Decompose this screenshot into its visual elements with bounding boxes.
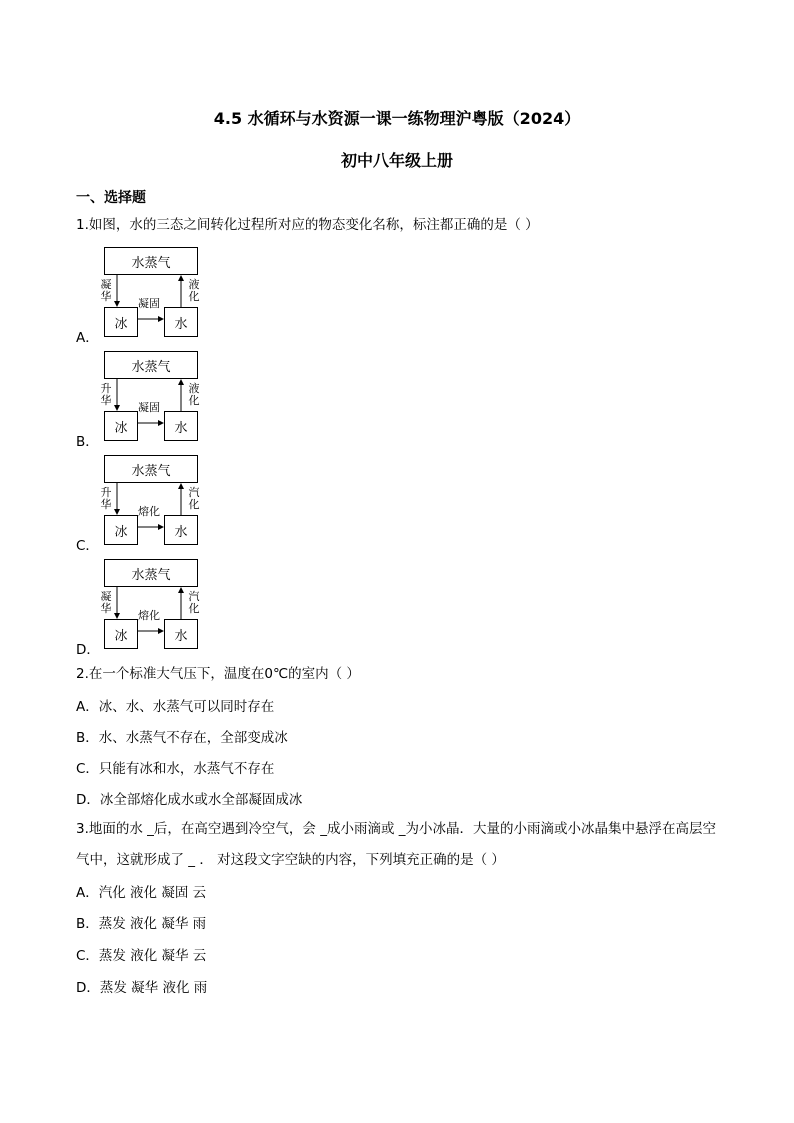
left-process-label: 升华 <box>100 486 112 511</box>
page-subtitle: 初中八年级上册 <box>340 151 453 170</box>
water-box: 水 <box>164 619 198 649</box>
ice-box: 冰 <box>104 619 138 649</box>
middle-process-label: 凝固 <box>138 297 160 310</box>
left-process-label: 凝华 <box>100 278 112 303</box>
water-box: 水 <box>164 515 198 545</box>
middle-process-label: 熔化 <box>138 505 160 518</box>
water-vapor-box: 水蒸气 <box>104 559 198 587</box>
ice-box: 冰 <box>104 515 138 545</box>
left-process-label: 升华 <box>100 382 112 407</box>
left-process-label: 凝华 <box>100 590 112 615</box>
water-vapor-box: 水蒸气 <box>104 247 198 275</box>
question-2-option-c: C．只能有冰和水，水蒸气不存在 <box>76 761 275 777</box>
option-c-letter: C． <box>76 538 99 554</box>
water-vapor-box: 水蒸气 <box>104 455 198 483</box>
ice-box: 冰 <box>104 307 138 337</box>
page-title: 4.5 水循环与水资源一课一练物理沪粤版（2024） <box>213 109 581 128</box>
diagram-d <box>100 559 210 655</box>
ice-box: 冰 <box>104 411 138 441</box>
question-3-option-b: B．蒸发 液化 凝华 雨 <box>76 916 207 932</box>
right-process-label: 液化 <box>188 382 200 407</box>
question-3-option-a: A．汽化 液化 凝固 云 <box>76 885 207 901</box>
water-box: 水 <box>164 307 198 337</box>
question-3-option-c: C．蒸发 液化 凝华 云 <box>76 948 207 964</box>
option-b-letter: B． <box>76 434 99 450</box>
question-3-option-d: D．蒸发 凝华 液化 雨 <box>76 980 208 996</box>
question-2-stem: 2.在一个标准大气压下，温度在0℃的室内（ ） <box>76 666 360 682</box>
diagram-b <box>100 351 210 447</box>
question-2-option-a: A．冰、水、水蒸气可以同时存在 <box>76 699 275 715</box>
question-2-option-d: D．冰全部熔化成水或水全部凝固成冰 <box>76 792 303 808</box>
question-3-stem: 3.地面的水 _后，在高空遇到冷空气，会 _成小雨滴或 _为小冰晶．大量的小雨滴或小冰晶集中悬浮在高层空气中，这就形成了 _ ． 对这段文字空缺的内容，下列填充正确的是（ ） <box>76 821 717 868</box>
middle-process-label: 熔化 <box>138 609 160 622</box>
right-process-label: 液化 <box>188 278 200 303</box>
option-d-letter: D． <box>76 642 100 658</box>
water-vapor-box: 水蒸气 <box>104 351 198 379</box>
water-box: 水 <box>164 411 198 441</box>
question-1-stem: 1.如图，水的三态之间转化过程所对应的物态变化名称，标注都正确的是（ ） <box>76 217 539 233</box>
right-process-label: 汽化 <box>188 590 200 615</box>
question-2-option-b: B．水、水蒸气不存在，全部变成冰 <box>76 730 288 746</box>
section-heading: 一、选择题 <box>76 190 146 206</box>
middle-process-label: 凝固 <box>138 401 160 414</box>
option-a-letter: A． <box>76 330 99 346</box>
diagram-a <box>100 247 210 343</box>
right-process-label: 汽化 <box>188 486 200 511</box>
diagram-c <box>100 455 210 551</box>
